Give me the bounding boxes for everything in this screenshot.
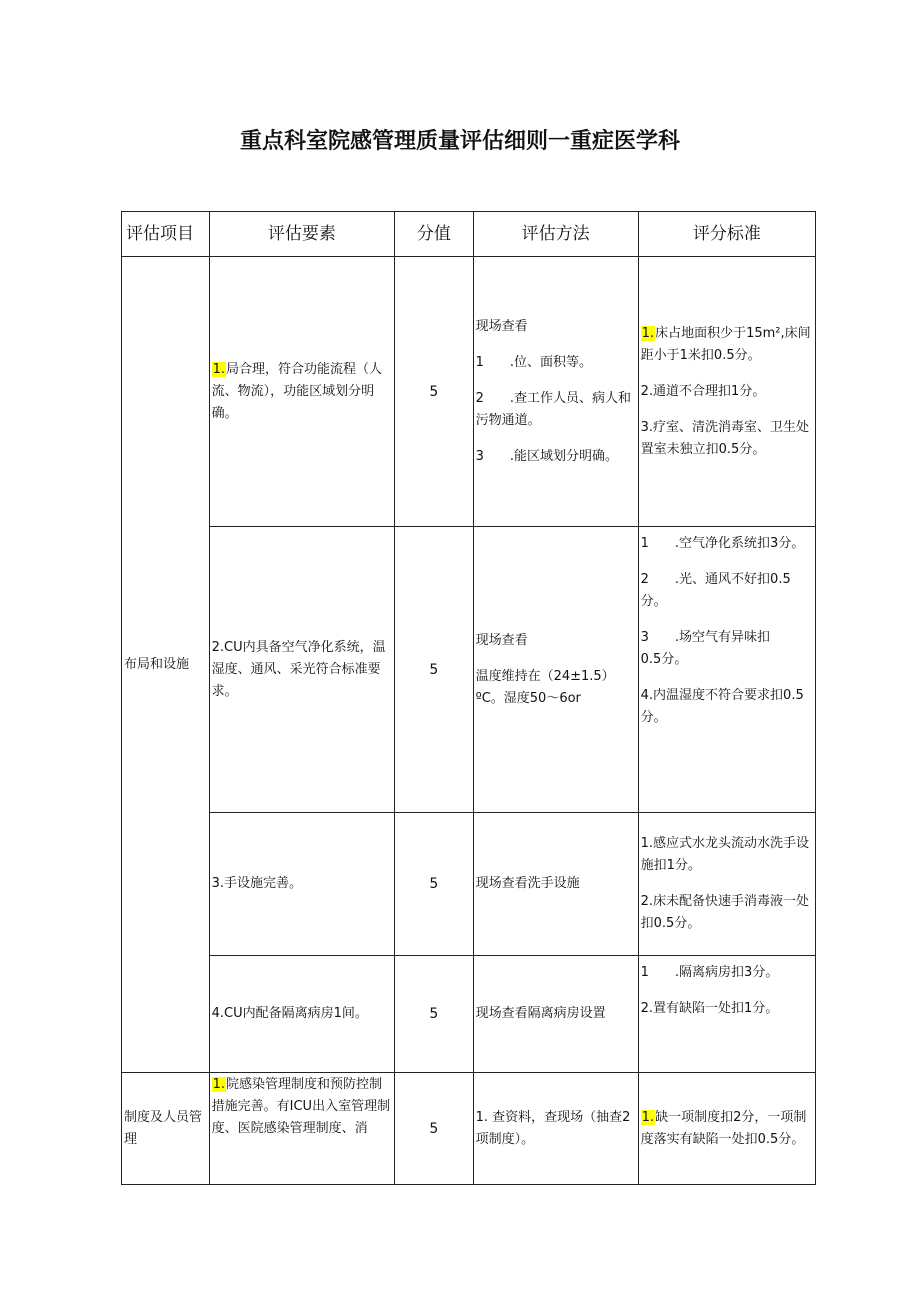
category-cell: 布局和设施 (122, 257, 210, 1073)
element-cell: 1.局合理，符合功能流程（人流、物流），功能区域划分明确。 (209, 257, 394, 527)
score-cell: 5 (395, 956, 473, 1073)
table-header-row (122, 212, 816, 257)
element-cell: 1.院感染管理制度和预防控制措施完善。有ICU出入室管理制度、医院感染管理制度、消 (209, 1073, 394, 1185)
method-line: 2 .查工作人员、病人和污物通道。 (475, 390, 631, 428)
score-cell: 5 (395, 813, 473, 956)
evaluation-table (121, 211, 816, 1185)
criteria-line: 4.内温湿度不符合要求扣0.5分。 (640, 688, 804, 725)
table-row (122, 956, 816, 1073)
criteria-line: 3.疗室、清洗消毒室、卫生处置室未独立扣0.5分。 (640, 419, 810, 457)
score-cell: 5 (395, 1073, 473, 1185)
highlight-mark: 1. (212, 361, 226, 377)
method-line: 3 .能区域划分明确。 (475, 448, 618, 464)
score-cell: 5 (395, 527, 473, 813)
table-row (122, 257, 816, 527)
category-cell: 制度及人员管理 (122, 1073, 210, 1185)
method-cell: 1. 查资料，查现场（抽查2项制度）。 (473, 1073, 638, 1185)
table-row (122, 813, 816, 956)
criteria-line: 2.床未配备快速手消毒液一处扣0.5分。 (640, 894, 810, 931)
table-row (122, 1073, 816, 1185)
criteria-line: 1.床占地面积少于15m²,床间距小于1米扣0.5分。 (640, 325, 811, 363)
method-cell (473, 257, 638, 527)
method-line: 1 .位、面积等。 (475, 354, 592, 370)
method-cell: 现场查看隔离病房设置 (473, 956, 638, 1073)
method-line: 温度维持在（24±1.5）ºC。湿度50～6or (475, 668, 615, 706)
element-cell: 3.手设施完善。 (209, 813, 394, 956)
header-cell-method: 评估方法 (473, 212, 638, 257)
element-cell: 4.CU内配备隔离病房1间。 (209, 956, 394, 1073)
table-row (122, 527, 816, 813)
criteria-line: 1 .空气净化系统扣3分。 (640, 536, 805, 551)
element-cell: 2.CU内具备空气净化系统，温湿度、通风、采光符合标准要求。 (209, 527, 394, 813)
header-cell-item: 评估项目 (122, 212, 210, 257)
criteria-line: 2.置有缺陷一处扣1分。 (640, 1001, 779, 1016)
criteria-line: 1 .隔离病房扣3分。 (640, 965, 779, 980)
criteria-line: 2 .光、通风不好扣0.5分。 (640, 572, 791, 609)
header-cell-element: 评估要素 (209, 212, 394, 257)
criteria-cell (638, 813, 815, 956)
criteria-cell (638, 257, 815, 527)
page-title: 重点科室院感管理质量评估细则一重症医学科 (239, 129, 680, 154)
method-line: 现场查看 (475, 632, 528, 648)
criteria-cell (638, 527, 815, 813)
score-cell: 5 (395, 257, 473, 527)
criteria-cell (638, 956, 815, 1073)
criteria-line: 3 .场空气有异味扣 0.5分。 (640, 630, 771, 667)
method-cell (473, 527, 638, 813)
header-cell-criteria: 评分标准 (638, 212, 815, 257)
highlight-mark: 1. (641, 1109, 655, 1125)
header-cell-score: 分值 (395, 212, 473, 257)
criteria-line: 2.通道不合理扣1分。 (640, 383, 766, 399)
method-line: 现场查看 (475, 318, 528, 334)
criteria-cell: 1.缺一项制度扣2分，一项制度落实有缺陷一处扣0.5分。 (638, 1073, 815, 1185)
criteria-line: 1.感应式水龙头流动水洗手设施扣1分。 (640, 836, 810, 873)
method-cell: 现场查看洗手设施 (473, 813, 638, 956)
highlight-mark: 1. (212, 1076, 226, 1092)
